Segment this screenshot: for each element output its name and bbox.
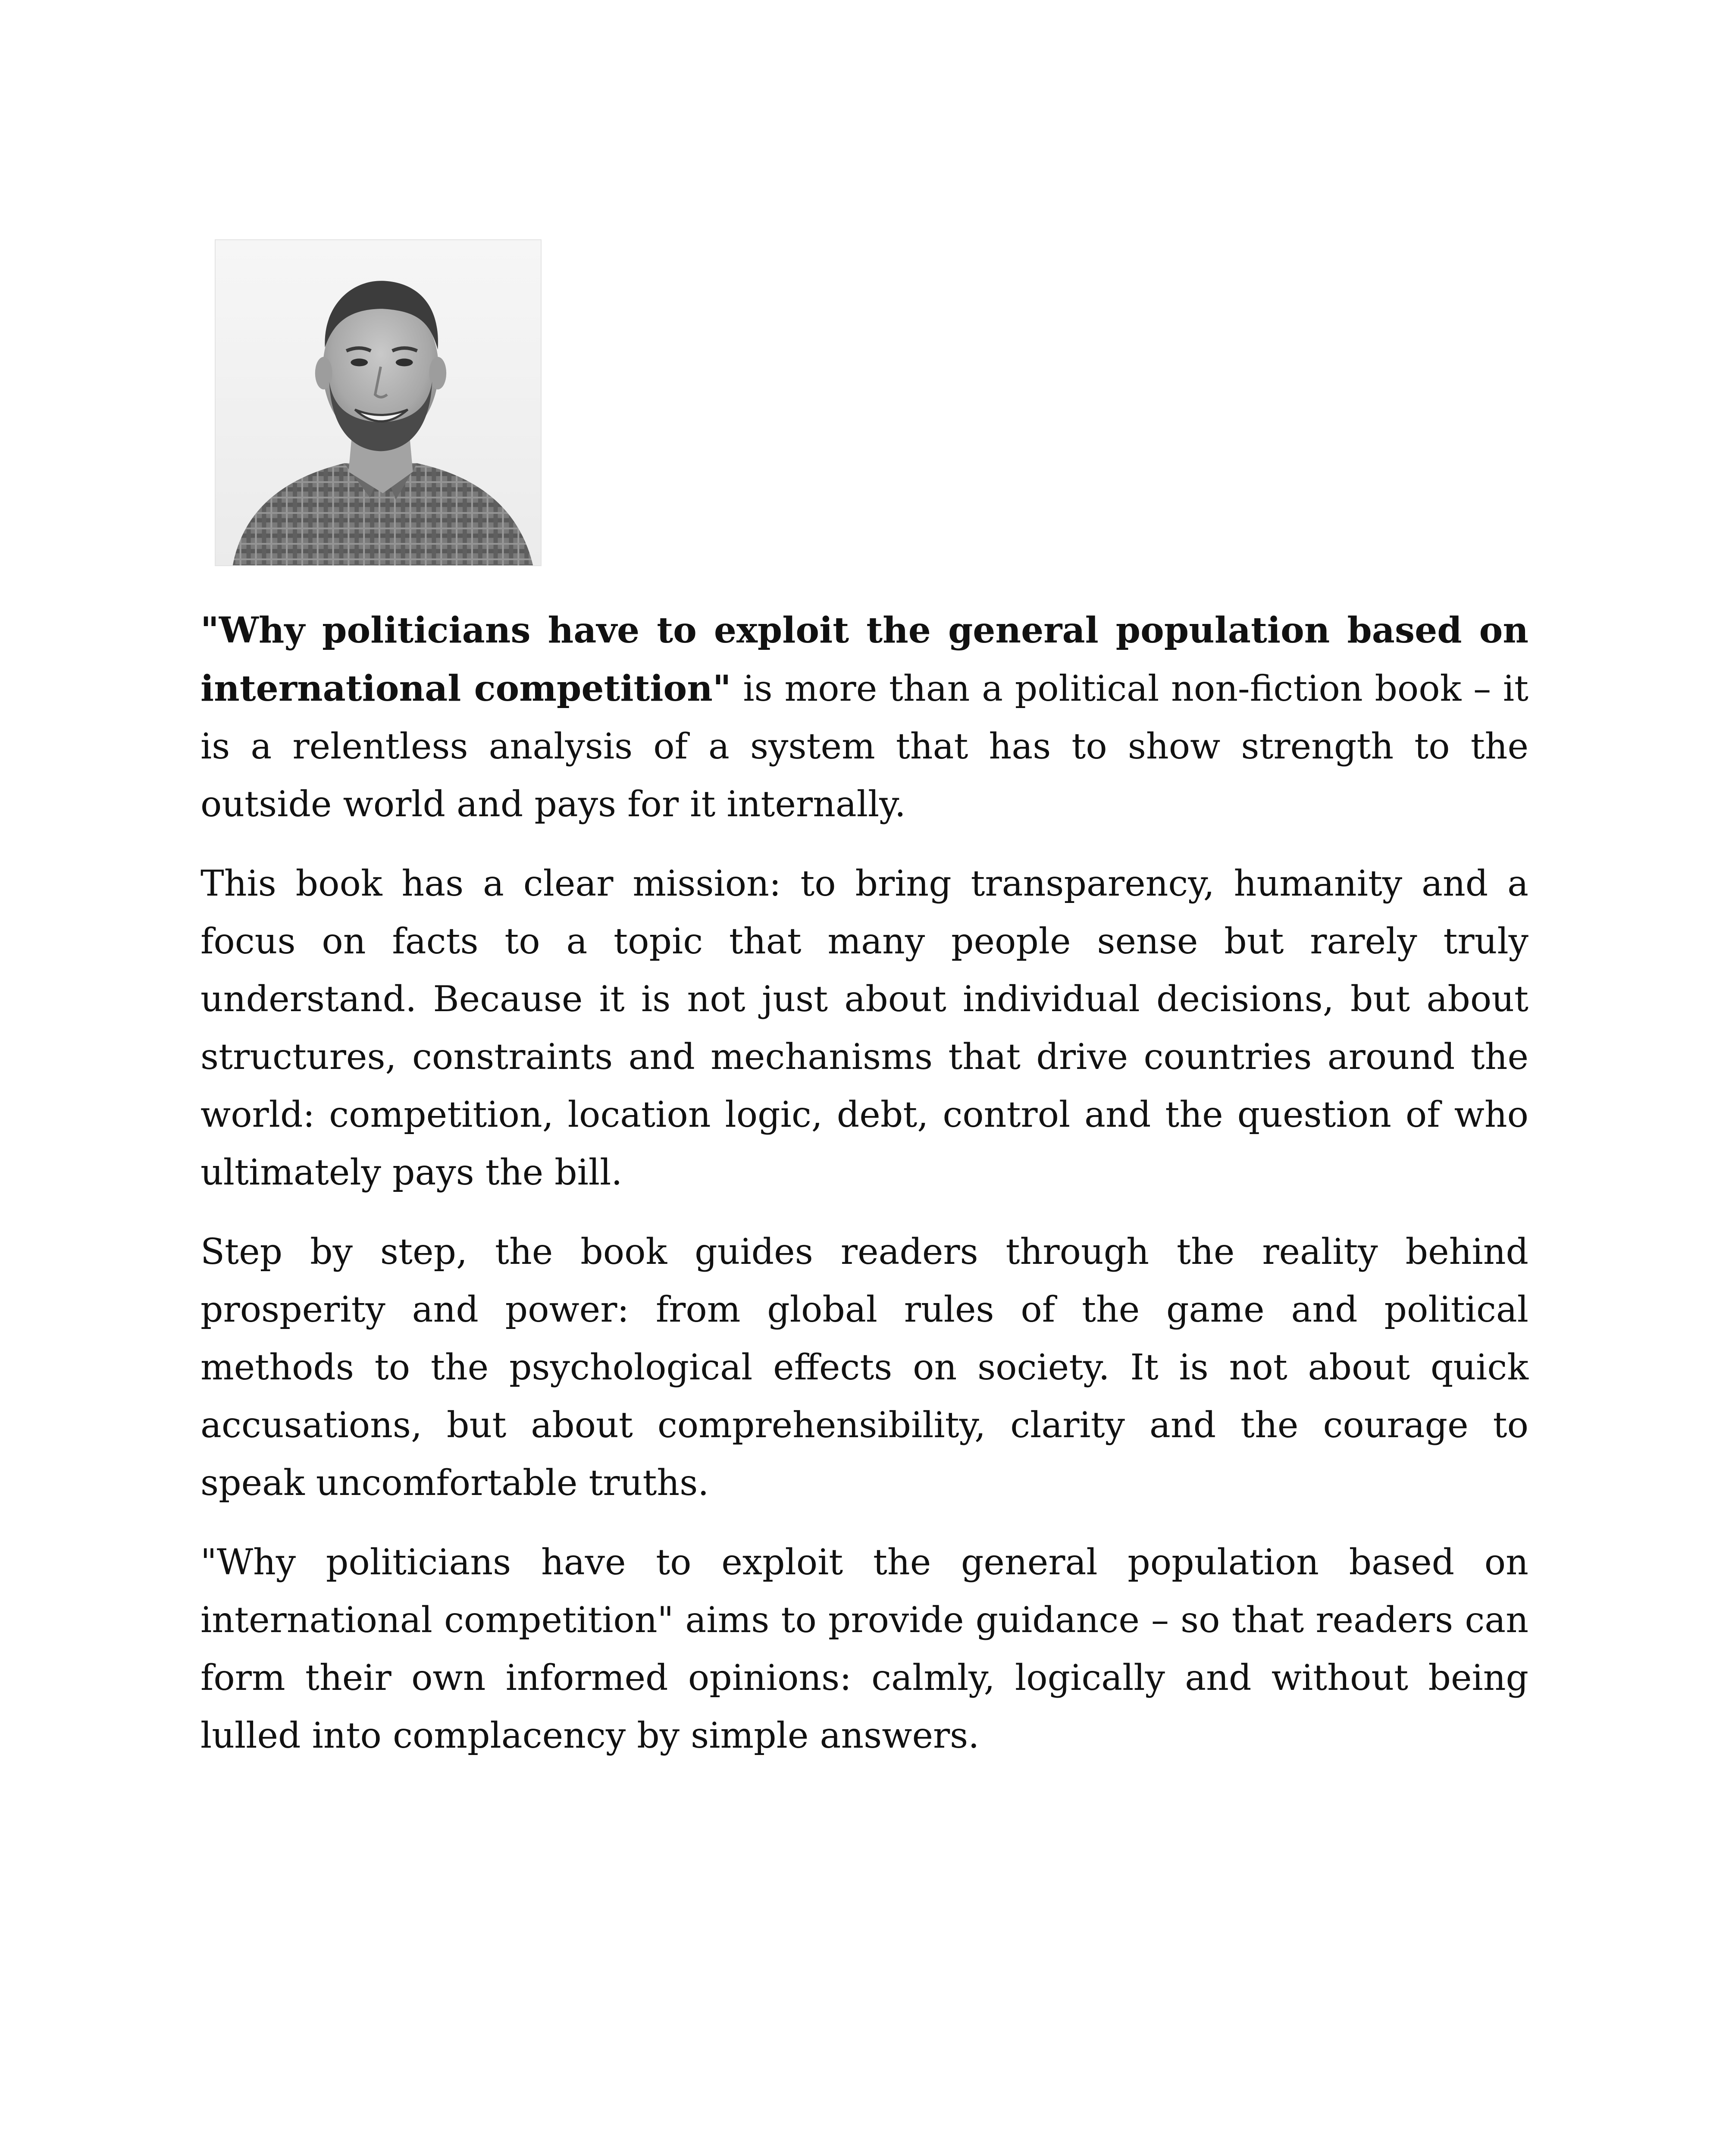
paragraph-2: This book has a clear mission: to bring transparency, humanity and a focus on facts to a topic that many people sense but rarely truly understand. Because it is not just about individual decisions, but about structures, constraints and mechanisms that drive countries around the world: competition, location logic, debt, control and the question of who ultimately pays the bill. [200, 863, 1528, 1193]
paragraph-1-text: is more than a political non-fiction book – it is a relentless analysis of a system that has to show strength to the outside world and pays for it internally. [200, 668, 1529, 825]
author-photo [215, 239, 542, 566]
paragraph-1 [200, 602, 1528, 834]
paragraph-3: Step by step, the book guides readers through the reality behind prosperity and power: from global rules of the game and political methods to the psychological effects on society. It is not about quick accusations, but about comprehensibility, clarity and the courage to speak uncomfortable truths. [200, 1232, 1528, 1504]
book-title: "Why politicians have to exploit the general population based on international competition" [200, 610, 1528, 709]
paragraph-4: "Why politicians have to exploit the general population based on international competition" aims to provide guidance – so that readers can form their own informed opinions: calmly, logically and without being lulled into complacency by simple answers. [200, 1542, 1528, 1756]
book-description [200, 602, 1528, 1786]
author-portrait-icon [216, 240, 541, 565]
